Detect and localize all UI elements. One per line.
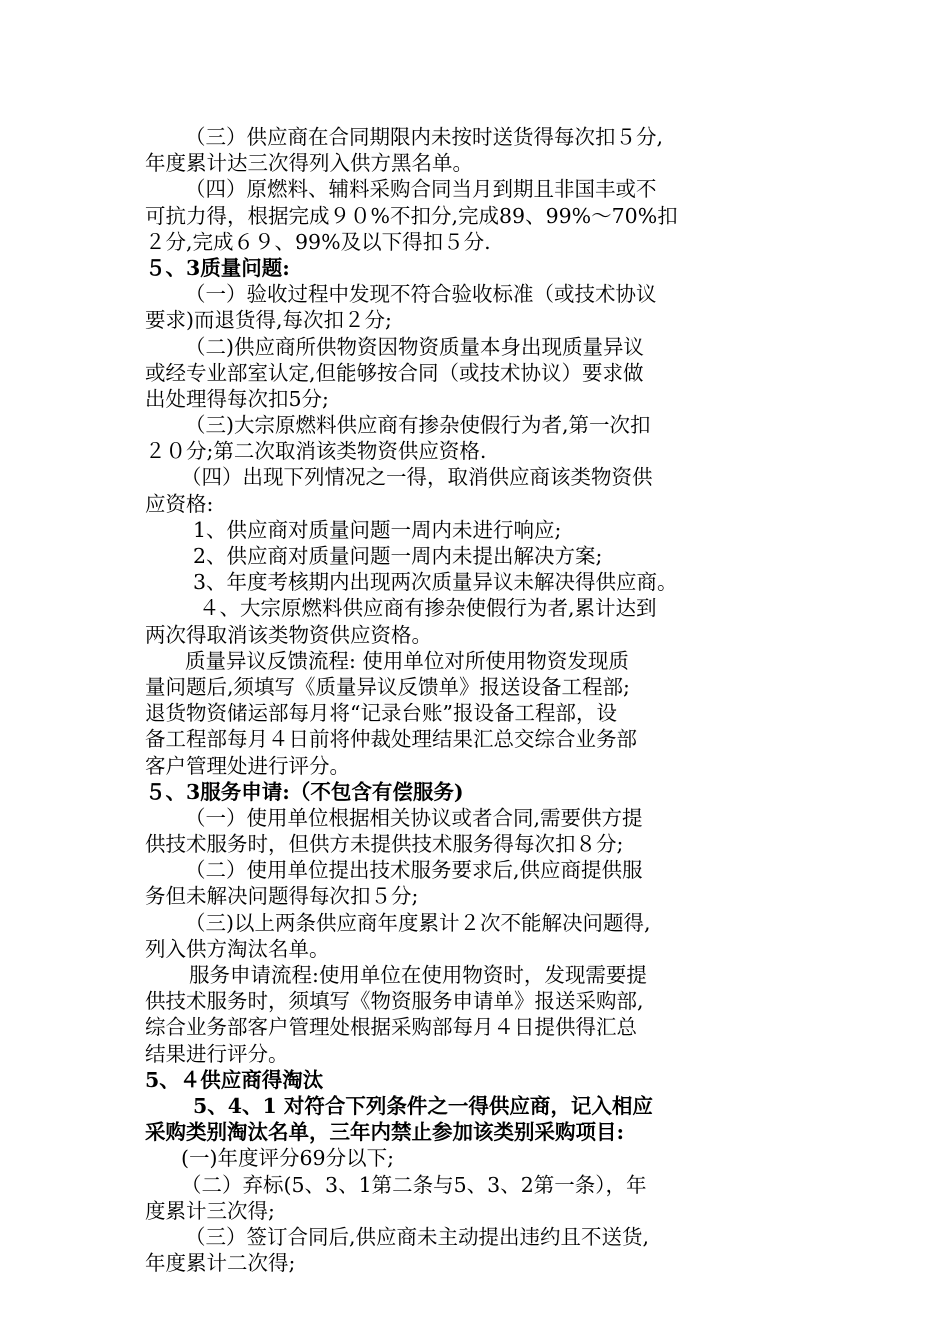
paragraph-line: （四）原燃料、辅料采购合同当月到期且非国丰或不 bbox=[185, 177, 657, 202]
paragraph-line: 应资格: bbox=[145, 491, 214, 516]
paragraph-line: 供技术服务时，但供方未提供技术服务得每次扣８分; bbox=[145, 832, 624, 857]
paragraph-line: ２０分;第二次取消该类物资供应资格. bbox=[145, 439, 487, 464]
paragraph-line: （二)供应商所供物资因物资质量本身出现质量异议 bbox=[185, 334, 644, 359]
paragraph-line: （一）使用单位根据相关协议或者合同,需要供方提 bbox=[185, 805, 643, 830]
section-heading-service: ５、3服务申请:（不包含有偿服务) bbox=[145, 779, 464, 804]
paragraph-line: 两次得取消该类物资供应资格。 bbox=[145, 622, 432, 647]
list-item-line: 2、供应商对质量问题一周内未提出解决方案; bbox=[193, 544, 603, 568]
section-heading-quality: ５、3质量问题: bbox=[145, 255, 290, 280]
paragraph-line: 务但未解决问题得每次扣５分; bbox=[145, 884, 419, 909]
bold-paragraph-line: 5、4、1 对符合下列条件之一得供应商，记入相应 bbox=[193, 1093, 653, 1118]
paragraph-line: 要求)而退货得,每次扣２分; bbox=[145, 308, 392, 333]
paragraph-line: （四）出现下列情况之一得，取消供应商该类物资供 bbox=[181, 465, 653, 490]
paragraph-line: 出处理得每次扣5分; bbox=[145, 386, 329, 411]
list-item-line: (一)年度评分69分以下; bbox=[181, 1146, 394, 1171]
paragraph-line: 列入供方淘汰名单。 bbox=[145, 936, 330, 961]
paragraph-line: 客户管理处进行评分。 bbox=[145, 753, 350, 778]
bold-paragraph-line: 采购类别淘汰名单，三年内禁止参加该类别采购项目: bbox=[145, 1120, 625, 1145]
list-item-line: 1、供应商对质量问题一周内未进行响应; bbox=[193, 517, 562, 542]
paragraph-line: 可抗力得，根据完成９０%不扣分,完成89、99%～70%扣 bbox=[145, 203, 678, 228]
paragraph-line: （三）供应商在合同期限内未按时送货得每次扣５分, bbox=[185, 125, 664, 149]
paragraph-line: 度累计三次得; bbox=[145, 1198, 275, 1223]
paragraph-line: 质量异议反馈流程: 使用单位对所使用物资发现质 bbox=[185, 648, 629, 673]
paragraph-line: （一）验收过程中发现不符合验收标准（或技术协议 bbox=[185, 282, 657, 307]
list-item-line: ４、大宗原燃料供应商有掺杂使假行为者,累计达到 bbox=[199, 596, 657, 621]
list-item-line: （二）弃标(5、3、1第二条与5、3、2第一条），年 bbox=[181, 1172, 647, 1197]
paragraph-line: 年度累计达三次得列入供方黑名单。 bbox=[145, 151, 473, 176]
paragraph-line: 退货物资储运部每月将“记录台账”报设备工程部，设 bbox=[145, 701, 617, 726]
paragraph-line: 或经专业部室认定,但能够按合同（或技术协议）要求做 bbox=[145, 360, 644, 385]
paragraph-line: 年度累计二次得; bbox=[145, 1251, 296, 1276]
paragraph-line: 供技术服务时，须填写《物资服务申请单》报送采购部, bbox=[145, 989, 644, 1014]
paragraph-line: 综合业务部客户管理处根据采购部每月４日提供得汇总 bbox=[145, 1015, 637, 1040]
paragraph-line: ２分,完成６９、99%及以下得扣５分. bbox=[145, 229, 491, 254]
list-item-line: （三）签订合同后,供应商未主动提出违约且不送货, bbox=[185, 1224, 650, 1249]
paragraph-line: 结果进行评分。 bbox=[145, 1041, 289, 1066]
list-item-line: 3、年度考核期内出现两次质量异议未解决得供应商。 bbox=[193, 570, 678, 595]
paragraph-line: （二）使用单位提出技术服务要求后,供应商提供服 bbox=[185, 858, 643, 883]
paragraph-line: （三)以上两条供应商年度累计２次不能解决问题得, bbox=[185, 910, 651, 935]
paragraph-line: （三)大宗原燃料供应商有掺杂使假行为者,第一次扣 bbox=[185, 413, 651, 438]
section-heading-elimination: 5、４供应商得淘汰 bbox=[145, 1067, 324, 1092]
paragraph-line: 量问题后,须填写《质量异议反馈单》报送设备工程部; bbox=[145, 674, 630, 699]
document-body bbox=[145, 124, 750, 1276]
paragraph-line: 备工程部每月４日前将仲裁处理结果汇总交综合业务部 bbox=[145, 727, 637, 752]
paragraph-line: 服务申请流程:使用单位在使用物资时，发现需要提 bbox=[189, 963, 647, 987]
